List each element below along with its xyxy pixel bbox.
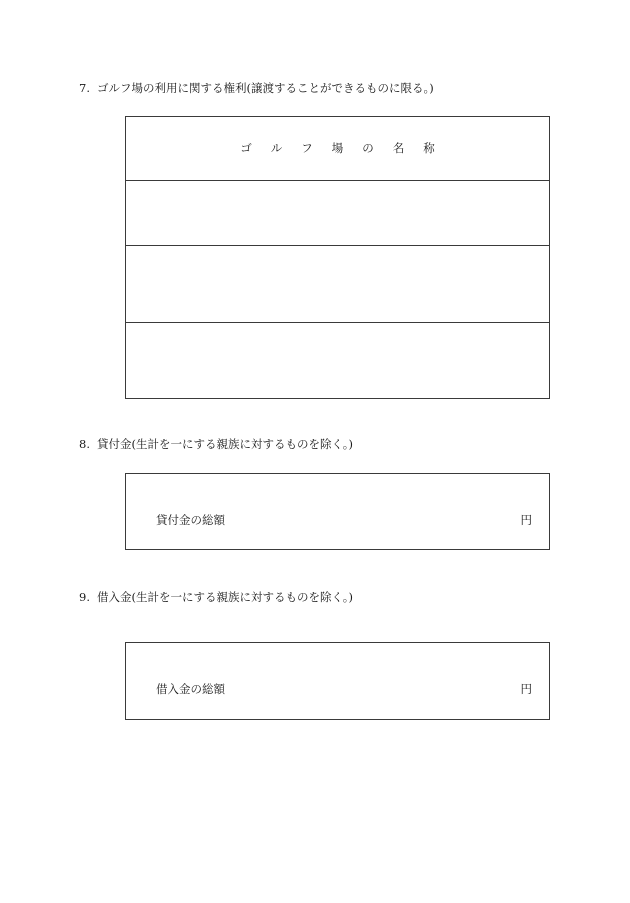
section-8-number: 8. <box>79 437 90 451</box>
loan-total-label: 貸付金の総額 <box>156 513 225 527</box>
golf-table-row-3[interactable] <box>126 322 549 398</box>
section-8-title: 貸付金(生計を一にする親族に対するものを除く。) <box>97 437 353 451</box>
section-8-heading <box>79 436 353 452</box>
golf-table-header <box>126 117 549 181</box>
section-7-heading <box>79 80 434 96</box>
loan-total-unit: 円 <box>520 513 532 527</box>
section-7-title: ゴルフ場の利用に関する権利(譲渡することができるものに限る。) <box>97 81 434 95</box>
borrowing-total-label: 借入金の総額 <box>156 682 225 696</box>
section-9-number: 9. <box>79 590 90 604</box>
golf-table-header-label: ゴルフ場の名称 <box>240 141 454 155</box>
loan-total-box[interactable] <box>125 473 550 550</box>
section-9-title: 借入金(生計を一にする親族に対するものを除く。) <box>97 590 353 604</box>
golf-table-row-2[interactable] <box>126 245 549 323</box>
borrowing-total-box[interactable] <box>125 642 550 720</box>
section-9-heading <box>79 589 353 605</box>
golf-table-row-1[interactable] <box>126 180 549 246</box>
borrowing-total-unit: 円 <box>520 682 532 696</box>
section-7-number: 7. <box>79 81 90 95</box>
golf-club-table <box>125 116 550 399</box>
